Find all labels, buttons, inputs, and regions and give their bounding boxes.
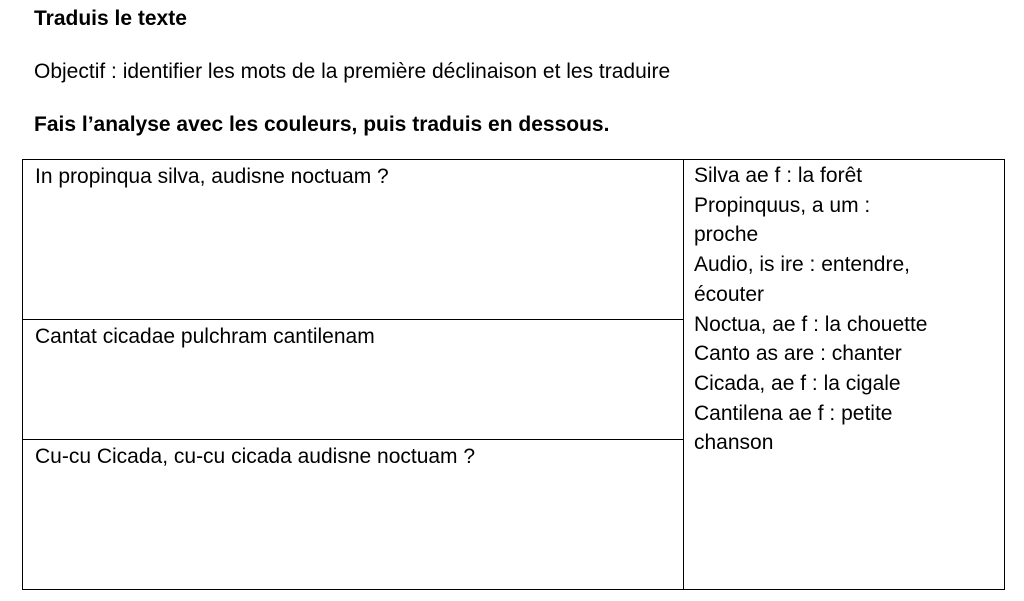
vocabulary-line: chanson [694,431,774,455]
exercise-title: Traduis le texte [34,7,187,30]
vocabulary-line: Propinquus, a um : [694,193,871,217]
vocabulary-line: Cicada, ae f : la cigale [694,371,901,395]
latin-sentence: In propinqua silva, audisne noctuam ? [35,165,389,188]
sentences-column [23,160,684,589]
translation-table [22,159,1005,590]
vocabulary-line: Canto as are : chanter [694,342,902,366]
sentence-row [23,320,683,440]
vocabulary-line: proche [694,223,759,247]
vocabulary-line: Cantilena ae f : petite [694,401,893,425]
vocabulary-list [694,161,994,458]
latin-sentence: Cu-cu Cicada, cu-cu cicada audisne noctuam ? [35,445,476,468]
instruction-text: Fais l’analyse avec les couleurs, puis traduis en dessous. [34,113,610,136]
latin-sentence: Cantat cicadae pulchram cantilenam [35,325,375,348]
sentence-row [23,440,683,588]
vocabulary-line: Audio, is ire : entendre, [694,253,910,277]
vocabulary-line: écouter [694,282,765,306]
sentence-row [23,160,683,320]
objective-text: Objectif : identifier les mots de la première déclinaison et les traduire [34,60,671,83]
vocabulary-line: Noctua, ae f : la chouette [694,312,928,336]
vocabulary-line: Silva ae f : la forêt [694,164,863,187]
